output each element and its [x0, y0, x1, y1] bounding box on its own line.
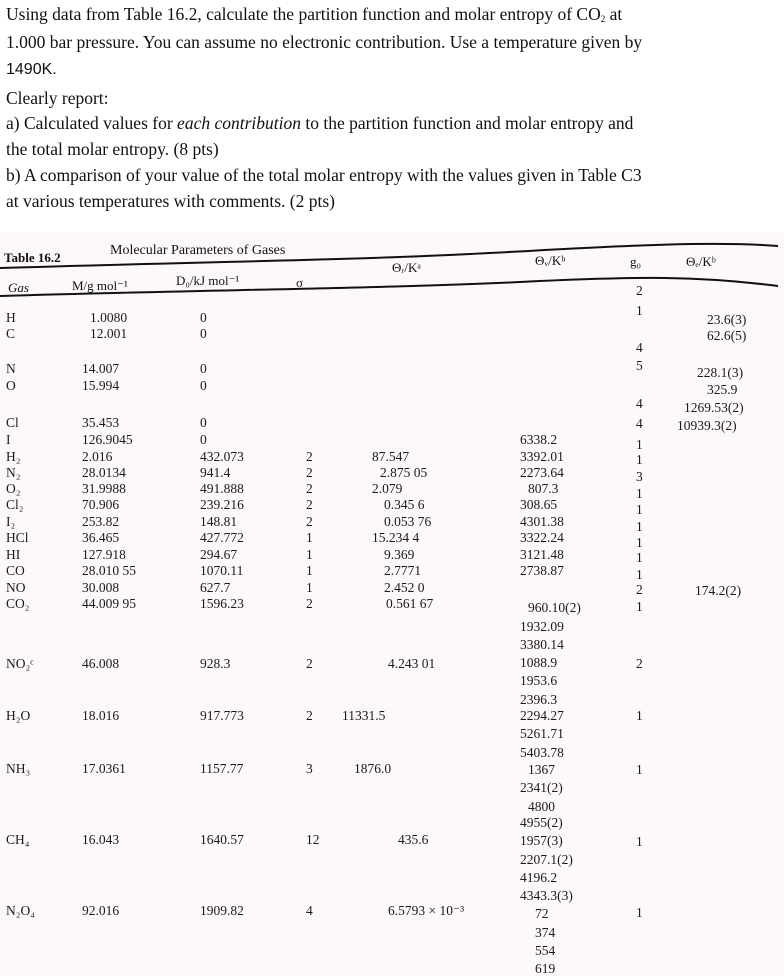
cell-sigma: 2: [306, 708, 313, 723]
cell-g0: 4: [636, 416, 643, 431]
cell-molar-mass: 44.009 95: [82, 596, 136, 611]
cell-sigma: 1: [306, 530, 313, 545]
cell-gas: Cl: [6, 415, 19, 430]
cell-molar-mass: 16.043: [82, 832, 120, 847]
cell-gas: CO₂: [6, 596, 30, 611]
cell-molar-mass: 14.007: [82, 361, 120, 376]
cell-sigma: 2: [306, 596, 313, 611]
cell-theta-v: 2738.87: [520, 563, 564, 578]
cell-molar-mass: 127.918: [82, 547, 126, 562]
cell-d0: 0: [200, 415, 207, 430]
cell-theta-r: 2.875 05: [380, 465, 428, 480]
cell-g0: 2: [636, 582, 643, 597]
cell-theta-v: 4301.38: [520, 514, 564, 529]
header-g0: g₀: [630, 254, 642, 269]
cell-theta-r: 1876.0: [354, 761, 392, 776]
cell-gas: H₂O: [6, 708, 31, 723]
cell-theta-v: 554: [535, 942, 556, 958]
cell-theta-v: 3380.14: [520, 637, 564, 652]
subscript: 2: [600, 14, 606, 24]
question-part-a: [6, 110, 633, 136]
table-title: Molecular Parameters of Gases: [110, 243, 286, 258]
question-line-4: Clearly report:: [6, 88, 109, 108]
cell-g0: 4: [636, 396, 643, 411]
header-theta-v: Θᵥ/Kᵇ: [535, 253, 566, 268]
text: to the partition function and molar entropy and: [300, 113, 634, 133]
cell-g0: 3: [636, 469, 643, 484]
cell-d0: 239.216: [200, 497, 244, 512]
cell-theta-v: 2294.27: [520, 708, 564, 723]
cell-theta-r: 435.6: [398, 832, 429, 847]
cell-d0: 1157.77: [200, 761, 244, 776]
cell-molar-mass: 15.994: [82, 378, 120, 393]
header-m: M/g mol⁻¹: [72, 278, 128, 293]
cell-d0: 1640.57: [200, 832, 244, 847]
cell-d0: 294.67: [200, 547, 238, 562]
cell-theta-e: 1269.53(2): [684, 400, 744, 415]
header-d0: D₀/kJ mol⁻¹: [176, 273, 240, 288]
cell-d0: 427.772: [200, 530, 244, 545]
cell-theta-r: 6.5793 × 10⁻³: [388, 903, 465, 918]
cell-d0: 917.773: [200, 708, 244, 723]
cell-d0: 0: [200, 361, 207, 376]
cell-g0: 1: [636, 502, 643, 517]
cell-theta-r: 11331.5: [342, 708, 386, 723]
emphasis: each contribution: [177, 113, 301, 133]
cell-sigma: 2: [306, 465, 313, 480]
cell-d0: 148.81: [200, 514, 238, 529]
cell-gas: H: [6, 310, 16, 325]
cell-theta-e: 10939.3(2): [677, 418, 737, 433]
cell-molar-mass: 126.9045: [82, 432, 133, 447]
header-sigma: σ: [296, 275, 304, 290]
question-part-b: b) A comparison of your value of the total molar entropy with the values given in Table C3: [6, 165, 642, 185]
cell-theta-v: 374: [535, 924, 556, 940]
cell-theta-v: 2207.1(2): [520, 851, 573, 867]
cell-d0: 0: [200, 378, 207, 393]
cell-gas: HI: [6, 547, 21, 562]
cell-gas: NO: [6, 580, 26, 595]
cell-theta-r: 15.234 4: [372, 530, 420, 545]
cell-theta-e: 23.6(3): [707, 312, 747, 327]
header-theta-r: Θᵣ/Kᵃ: [392, 260, 421, 275]
cell-theta-r: 0.053 76: [384, 514, 432, 529]
cell-theta-e: 174.2(2): [695, 583, 742, 598]
cell-molar-mass: 31.9988: [82, 481, 126, 496]
cell-theta-r: 0.561 67: [386, 596, 434, 611]
cell-d0: 491.888: [200, 481, 244, 496]
cell-gas: CO: [6, 563, 25, 578]
text: Using data from Table 16.2, calculate the partition function and molar entropy of CO: [6, 4, 601, 24]
cell-molar-mass: 35.453: [82, 415, 120, 430]
cell-d0: 0: [200, 326, 207, 341]
cell-theta-v: 1932.09: [520, 618, 564, 634]
cell-gas: I₂: [6, 514, 16, 529]
cell-theta-v: 5261.71: [520, 726, 564, 742]
cell-g0: 1: [636, 303, 643, 318]
cell-molar-mass: 92.016: [82, 903, 120, 918]
cell-molar-mass: 36.465: [82, 530, 120, 545]
cell-theta-v: 2341(2): [520, 780, 563, 796]
cell-g0: 1: [636, 905, 643, 920]
cell-sigma: 2: [306, 497, 313, 512]
cell-g0: 1: [636, 567, 643, 582]
cell-sigma: 2: [306, 481, 313, 496]
cell-theta-v: 619: [535, 961, 556, 977]
cell-theta-v: 2396.3: [520, 691, 558, 707]
cell-theta-v: 3322.24: [520, 530, 564, 545]
cell-sigma: 2: [306, 514, 313, 529]
cell-g0: 1: [636, 535, 643, 550]
cell-theta-v: 4343.3(3): [520, 888, 573, 903]
cell-gas: NO₂ᶜ: [6, 656, 34, 671]
cell-theta-v: 308.65: [520, 497, 558, 512]
cell-gas: O₂: [6, 481, 21, 496]
cell-sigma: 1: [306, 547, 313, 562]
cell-d0: 928.3: [200, 656, 231, 671]
cell-g0: 4: [636, 340, 643, 355]
cell-gas: Cl₂: [6, 497, 24, 512]
cell-theta-v: 1088.9: [520, 655, 558, 670]
table-label: Table 16.2: [4, 250, 61, 265]
cell-sigma: 3: [306, 761, 313, 776]
cell-d0: 0: [200, 310, 207, 325]
cell-g0: 2: [636, 283, 643, 298]
cell-g0: 1: [636, 437, 643, 452]
cell-theta-r: 2.7771: [384, 563, 422, 578]
question-line-6: the total molar entropy. (8 pts): [6, 139, 219, 159]
cell-theta-v: 6338.2: [520, 432, 558, 447]
cell-molar-mass: 1.0080: [90, 310, 128, 325]
text: at: [605, 4, 623, 24]
cell-theta-v: 1957(3): [520, 833, 563, 849]
cell-gas: C: [6, 326, 16, 341]
cell-g0: 1: [636, 550, 643, 565]
cell-gas: I: [6, 432, 11, 447]
cell-theta-v: 4800: [528, 798, 555, 814]
cell-d0: 627.7: [200, 580, 231, 595]
cell-g0: 5: [636, 358, 643, 373]
cell-theta-v: 3121.48: [520, 547, 564, 562]
question-line-8: at various temperatures with comments. (2 pts): [6, 191, 336, 211]
cell-molar-mass: 17.0361: [82, 761, 126, 776]
cell-g0: 1: [636, 599, 643, 614]
text: a) Calculated values for: [6, 113, 178, 133]
cell-g0: 1: [636, 452, 643, 467]
cell-theta-v: 960.10(2): [528, 600, 581, 615]
cell-molar-mass: 28.010 55: [82, 563, 136, 578]
cell-theta-v: 5403.78: [520, 744, 564, 760]
cell-d0: 432.073: [200, 449, 244, 464]
cell-theta-v: 3392.01: [520, 449, 564, 464]
cell-molar-mass: 2.016: [82, 449, 113, 464]
cell-g0: 1: [636, 519, 643, 534]
cell-molar-mass: 28.0134: [82, 465, 126, 480]
cell-theta-e: 62.6(5): [707, 328, 747, 343]
cell-molar-mass: 30.008: [82, 580, 120, 595]
question-line-3: 1490K.: [6, 61, 57, 78]
cell-gas: N₂: [6, 465, 21, 480]
cell-sigma: 2: [306, 656, 313, 671]
cell-g0: 1: [636, 708, 643, 723]
cell-theta-r: 2.452 0: [384, 580, 425, 595]
cell-gas: H₂: [6, 449, 21, 464]
header-theta-e: Θₑ/Kᵇ: [686, 254, 716, 269]
cell-sigma: 1: [306, 580, 313, 595]
question-line-2: 1.000 bar pressure. You can assume no electronic contribution. Use a temperature given by: [6, 32, 643, 52]
cell-sigma: 12: [306, 832, 320, 847]
cell-d0: 941.4: [200, 465, 231, 480]
cell-theta-r: 2.079: [372, 481, 403, 496]
cell-molar-mass: 253.82: [82, 514, 120, 529]
cell-d0: 1070.11: [200, 563, 244, 578]
cell-theta-v: 1953.6: [520, 673, 558, 689]
cell-molar-mass: 18.016: [82, 708, 120, 723]
cell-gas: HCl: [6, 530, 29, 545]
cell-theta-v: 2273.64: [520, 465, 564, 480]
cell-gas: CH₄: [6, 832, 30, 847]
cell-gas: O: [6, 378, 16, 393]
cell-g0: 1: [636, 486, 643, 501]
cell-molar-mass: 46.008: [82, 656, 120, 671]
cell-gas: N₂O₄: [6, 903, 35, 918]
cell-sigma: 1: [306, 563, 313, 578]
cell-theta-v: 72: [535, 906, 549, 922]
cell-theta-r: 4.243 01: [388, 656, 436, 671]
cell-d0: 0: [200, 432, 207, 447]
cell-sigma: 4: [306, 903, 313, 918]
cell-theta-v: 4196.2: [520, 869, 558, 885]
cell-g0: 2: [636, 656, 643, 671]
cell-theta-r: 87.547: [372, 449, 410, 464]
cell-theta-r: 0.345 6: [384, 497, 425, 512]
cell-theta-e: 228.1(3): [697, 365, 744, 380]
cell-d0: 1596.23: [200, 596, 244, 611]
question-line-1: [6, 1, 622, 27]
cell-theta-e: 325.9: [707, 382, 738, 397]
cell-molar-mass: 12.001: [90, 326, 128, 341]
cell-g0: 1: [636, 762, 643, 777]
header-gas: Gas: [8, 280, 29, 295]
cell-sigma: 2: [306, 449, 313, 464]
cell-gas: N: [6, 361, 16, 376]
cell-theta-v: 1367: [528, 762, 555, 777]
cell-theta-v: 4955(2): [520, 815, 563, 830]
cell-theta-v: 807.3: [528, 481, 559, 496]
cell-d0: 1909.82: [200, 903, 244, 918]
cell-gas: NH₃: [6, 761, 31, 776]
cell-molar-mass: 70.906: [82, 497, 120, 512]
cell-theta-r: 9.369: [384, 547, 415, 562]
cell-g0: 1: [636, 834, 643, 849]
